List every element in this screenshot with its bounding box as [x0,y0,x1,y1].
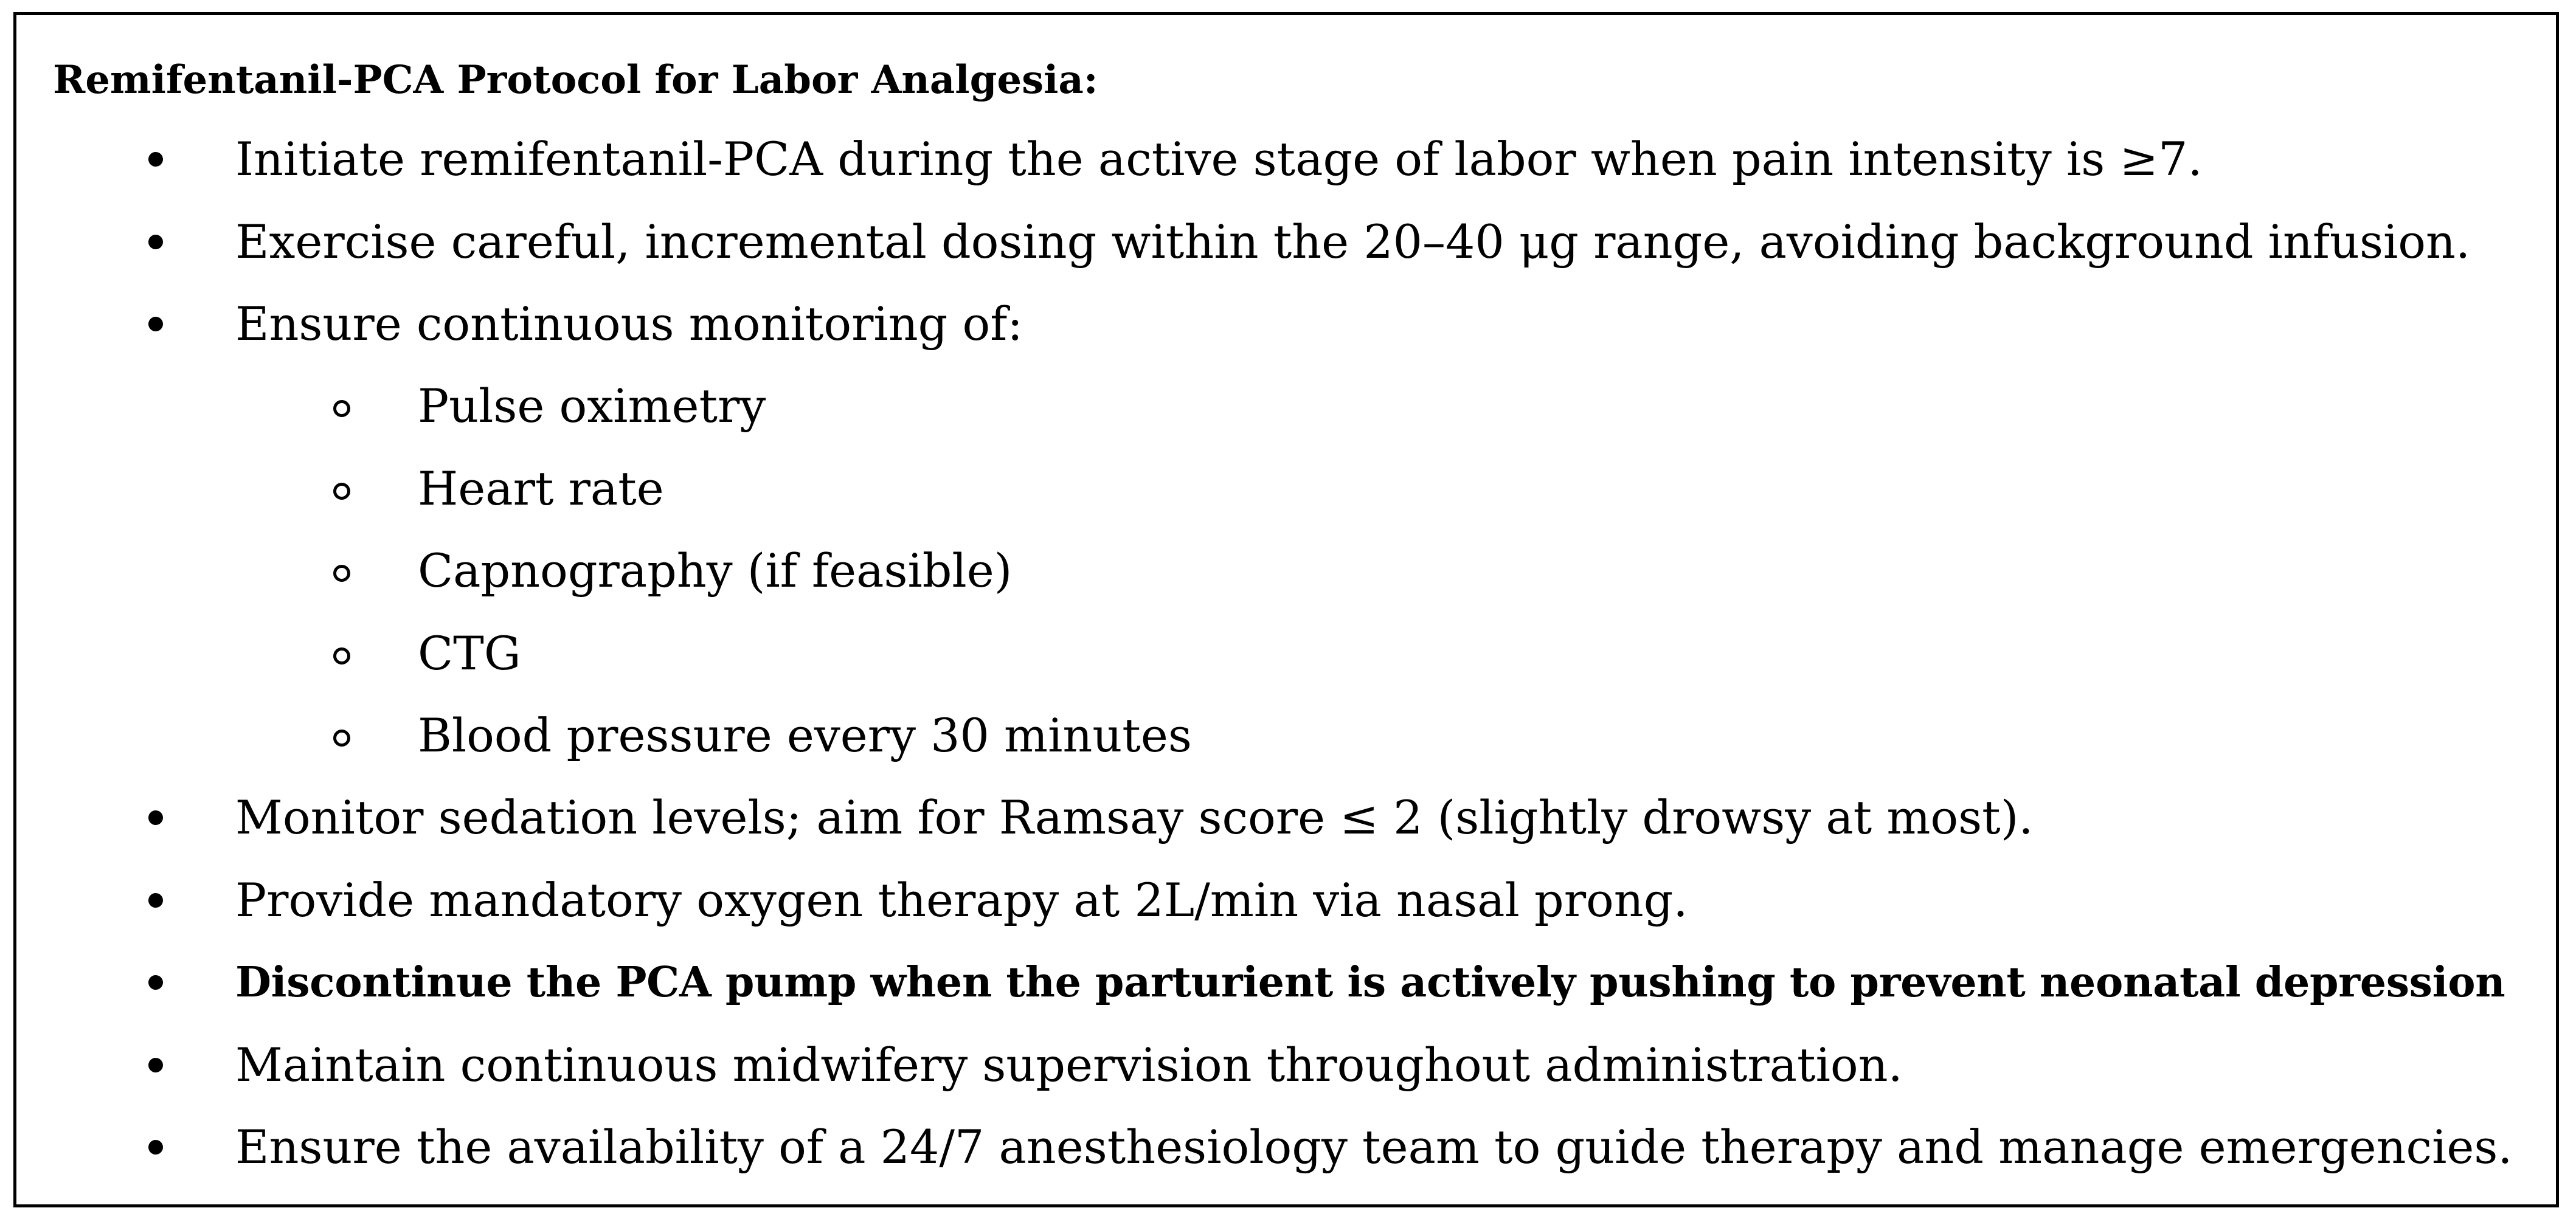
sub-list-item-text: Capnography (if feasible) [418,544,1013,598]
protocol-box [13,12,2559,1207]
bullet-icon [148,1140,163,1155]
bullet-icon [148,152,163,167]
sub-list-item-text: Pulse oximetry [418,379,766,433]
sub-list-item-text: Heart rate [418,461,664,516]
list-item-text: Discontinue the PCA pump when the parturient is actively pushing to prevent neonatal depression [235,958,2505,1007]
hollow-bullet-icon [333,483,350,500]
list-item-text: Monitor sedation levels; aim for Ramsay score ≤ 2 (slightly drowsy at most). [235,790,2034,844]
list-item-text: Exercise careful, incremental dosing within the 20–40 μg range, avoiding background infusion. [235,215,2471,269]
bullet-icon [148,1058,163,1072]
hollow-bullet-icon [333,565,350,582]
list-item-text: Ensure the availability of a 24/7 anesthesiology team to guide therapy and manage emergencies. [235,1120,2513,1174]
sub-list-item-text: Blood pressure every 30 minutes [418,708,1192,762]
bullet-icon [148,975,163,990]
list-item-text: Ensure continuous monitoring of: [235,297,1023,351]
bullet-icon [148,317,163,331]
bullet-icon [148,810,163,825]
bullet-icon [148,893,163,908]
list-item-text: Initiate remifentanil-PCA during the active stage of labor when pain intensity is ≥7. [235,132,2203,186]
hollow-bullet-icon [333,647,350,665]
list-item-text: Maintain continuous midwifery supervision throughout administration. [235,1038,1903,1092]
hollow-bullet-icon [333,730,350,747]
list-item-text: Provide mandatory oxygen therapy at 2L/min via nasal prong. [235,873,1688,927]
protocol-title: Remifentanil-PCA Protocol for Labor Analgesia: [53,57,1098,103]
sub-list-item-text: CTG [418,626,521,680]
bullet-icon [148,235,163,249]
hollow-bullet-icon [333,400,350,417]
